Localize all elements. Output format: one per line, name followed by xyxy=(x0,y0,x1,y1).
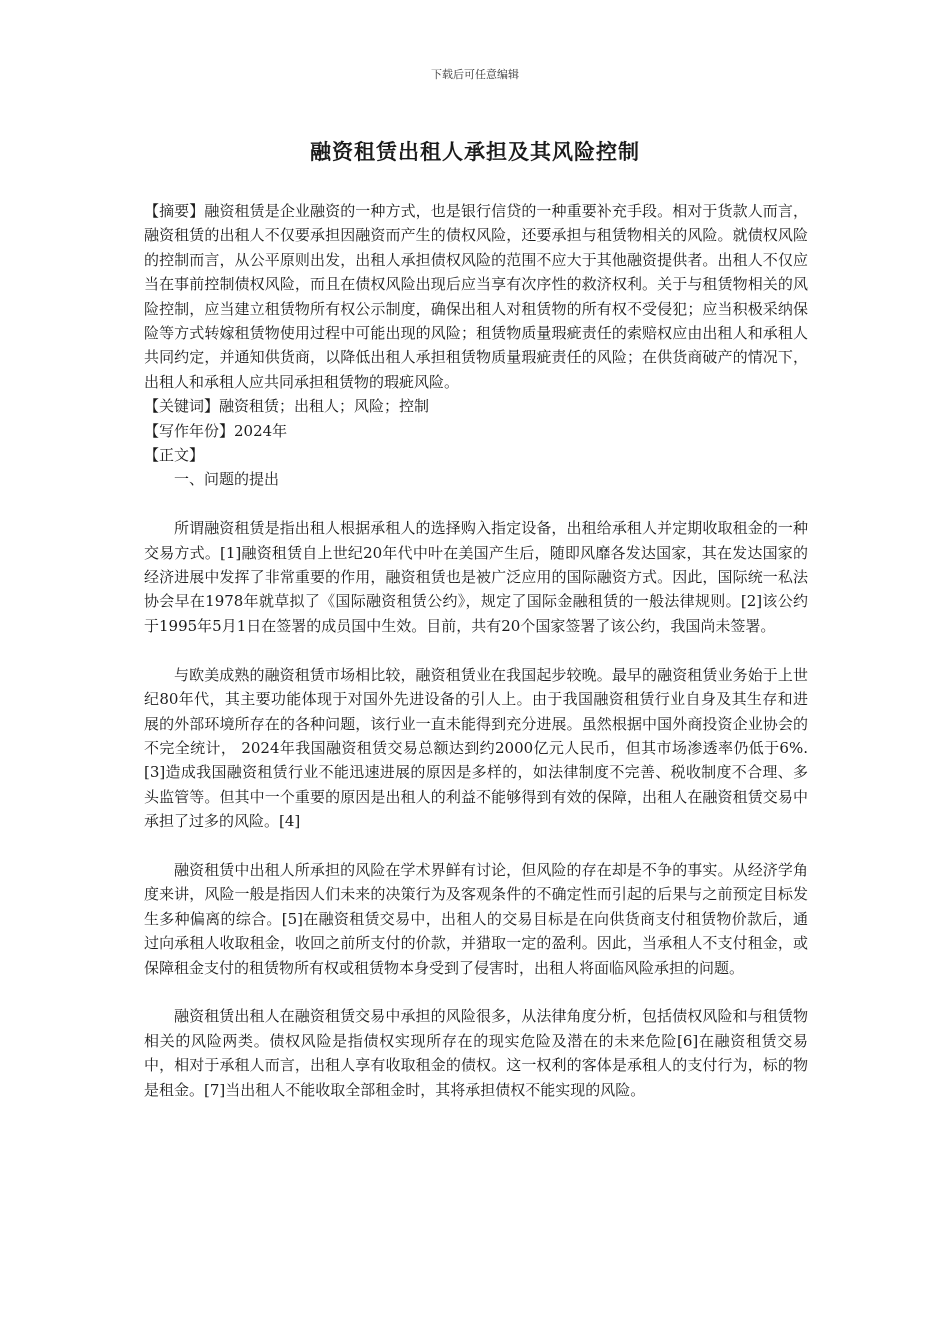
writing-year-line: 【写作年份】2024年 xyxy=(144,421,288,440)
page-header-note: 下载后可任意编辑 xyxy=(431,68,519,81)
body-paragraph-2: 与欧美成熟的融资租赁市场相比较，融资租赁业在我国起步较晚。最早的融资租赁业务始于上世纪80年代，其主要功能体现于对国外先进设备的引人上。由于我国融资租赁行业自身及其生存和进展的外部环境所存在的各种问题，该行业一直未能得到充分进展。虽然根据中国外商投资企业协会的不完全统计， 2024年我国融资租赁交易总额达到约2000亿元人民币，但其市场渗透率仍低于6%.[3]造成我国融资租赁行业不能迅速进展的原因是多样的，如法律制度不完善、税收制度不合理、多头监管等。但其中一个重要的原因是出租人的利益不能够得到有效的保障，出租人在融资租赁交易中承担了过多的风险。[4] xyxy=(144,665,808,831)
paragraph-gap xyxy=(144,492,808,516)
body-paragraph-4: 融资租赁出租人在融资租赁交易中承担的风险很多，从法律角度分析，包括债权风险和与租赁物相关的风险两类。债权风险是指债权实现所存在的现实危险及潜在的未来危险[6]在融资租赁交易中，相对于承租人而言，出租人享有收取租金的债权。这一权利的客体是承租人的支付行为，标的物是租金。[7]当出租人不能收取全部租金时，其将承担债权不能实现的风险。 xyxy=(144,1007,808,1099)
keywords-line: 【关键词】融资租赁；出租人；风险；控制 xyxy=(144,397,430,416)
body-label: 【正文】 xyxy=(144,446,205,465)
paragraph-gap xyxy=(144,980,808,1004)
section-heading: 一、问题的提出 xyxy=(174,470,280,489)
document-title: 融资租赁出租人承担及其风险控制 xyxy=(310,139,640,164)
paragraph-gap xyxy=(144,638,808,662)
paragraph-gap xyxy=(144,834,808,858)
abstract-paragraph: 【摘要】融资租赁是企业融资的一种方式，也是银行信贷的一种重要补充手段。相对于货款人而言，融资租赁的出租人不仅要承担因融资而产生的债权风险，还要承担与租赁物相关的风险。就债权风险的控制而言，从公平原则出发，出租人承担债权风险的范围不应大于其他融资提供者。出租人不仅应当在事前控制债权风险，而且在债权风险出现后应当享有次序性的救济权利。关于与租赁物相关的风险控制，应当建立租赁物所有权公示制度，确保出租人对租赁物的所有权不受侵犯；应当积极采纳保险等方式转嫁租赁物使用过程中可能出现的风险；租赁物质量瑕疵责任的索赔权应由出租人和承租人共同约定，并通知供货商，以降低出租人承担租赁物质量瑕疵责任的风险；在供货商破产的情况下，出租人和承租人应共同承担租赁物的瑕疵风险。 xyxy=(144,202,808,391)
body-paragraph-3: 融资租赁中出租人所承担的风险在学术界鲜有讨论，但风险的存在却是不争的事实。从经济学角度来讲，风险一般是指因人们未来的决策行为及客观条件的不确定性而引起的后果与之前预定目标发生多种偏离的综合。[5]在融资租赁交易中，出租人的交易目标是在向供货商支付租赁物价款后，通过向承租人收取租金，收回之前所支付的价款，并猎取一定的盈利。因此，当承租人不支付租金，或保障租金支付的租赁物所有权或租赁物本身受到了侵害时，出租人将面临风险承担的问题。 xyxy=(144,860,808,977)
document-body xyxy=(144,199,808,1102)
body-paragraph-1: 所谓融资租赁是指出租人根据承租人的选择购入指定设备，出租给承租人并定期收取租金的一种交易方式。[1]融资租赁自上世纪20年代中叶在美国产生后，随即风靡各发达国家，其在发达国家的经济进展中发挥了非常重要的作用，融资租赁也是被广泛应用的国际融资方式。因此，国际统一私法协会早在1978年就草拟了《国际融资租赁公约》，规定了国际金融租赁的一般法律规则。[2]该公约于1995年5月1日在签署的成员国中生效。目前，共有20个国家签署了该公约，我国尚未签署。 xyxy=(144,519,808,635)
